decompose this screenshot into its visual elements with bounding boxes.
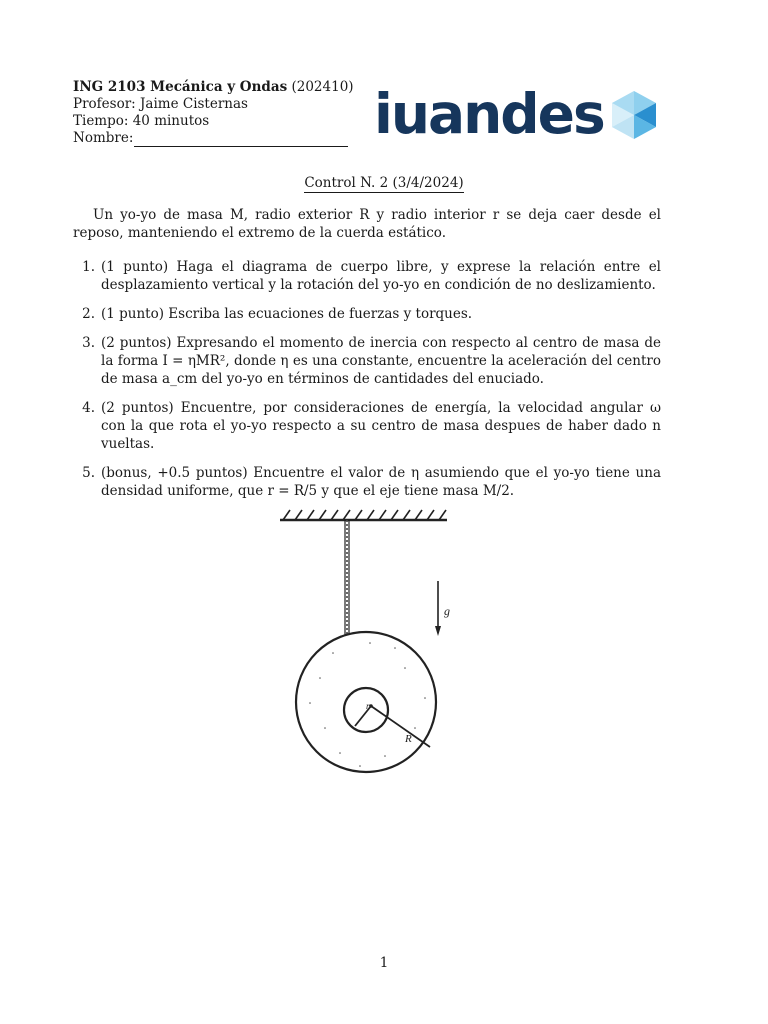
exam-title (0, 175, 768, 191)
question-number: 4. (82, 400, 95, 416)
question-item (73, 305, 661, 323)
question-text: (2 puntos) Expresando el momento de inercia con respecto al centro de masa de la forma I = ηMR², donde η es una constante, encuentre la aceleración del centro de masa a_cm del yo-yo en términos de cantidades del enuciado. (101, 335, 661, 387)
gravity-arrow (435, 581, 441, 636)
university-logo (374, 84, 660, 144)
yoyo-diagram (265, 498, 473, 808)
name-label: Nombre: (73, 130, 134, 146)
course-code: ING 2103 Mecánica y Ondas (73, 79, 288, 95)
question-text: (1 punto) Escriba las ecuaciones de fuerzas y torques. (101, 306, 473, 322)
gem-icon (608, 89, 660, 141)
gravity-label: g (444, 604, 450, 618)
intro-paragraph: Un yo-yo de masa M, radio exterior R y radio interior r se deja caer desde el reposo, manteniendo el extremo de la cuerda estático. (73, 207, 661, 241)
inner-radius-label: r (366, 701, 370, 711)
question-list (73, 258, 661, 511)
question-item (73, 334, 661, 388)
question-text: (bonus, +0.5 puntos) Encuentre el valor de η asumiendo que el yo-yo tiene una densidad uniforme, que r = R/5 y que el eje tiene masa M/2. (101, 465, 661, 499)
logo-wordmark: iuandes (374, 82, 604, 146)
name-row (73, 130, 354, 147)
question-number: 3. (82, 335, 95, 351)
question-item (73, 258, 661, 294)
question-text: (1 punto) Haga el diagrama de cuerpo libre, y exprese la relación entre el desplazamiento vertical y la rotación del yo-yo en condición de no deslizamiento. (101, 259, 661, 293)
question-item (73, 464, 661, 500)
time-line: Tiempo: 40 minutos (73, 113, 210, 129)
name-field-line (134, 131, 348, 147)
ceiling-hatching (283, 510, 446, 520)
exam-header (73, 79, 354, 147)
course-term: (202410) (291, 79, 354, 95)
question-number: 1. (82, 259, 95, 275)
question-number: 5. (82, 465, 95, 481)
page-number: 1 (379, 955, 389, 971)
question-item (73, 399, 661, 453)
exam-title-text: Control N. 2 (3/4/2024) (304, 175, 464, 191)
outer-radius-label: R (405, 733, 412, 745)
question-text: (2 puntos) Encuentre, por consideraciones de energía, la velocidad angular ω con la que rota el yo-yo respecto a su centro de masa despues de haber dado n vueltas. (101, 400, 661, 452)
professor-line: Profesor: Jaime Cisternas (73, 96, 248, 112)
course-line (73, 79, 354, 96)
question-number: 2. (82, 306, 95, 322)
